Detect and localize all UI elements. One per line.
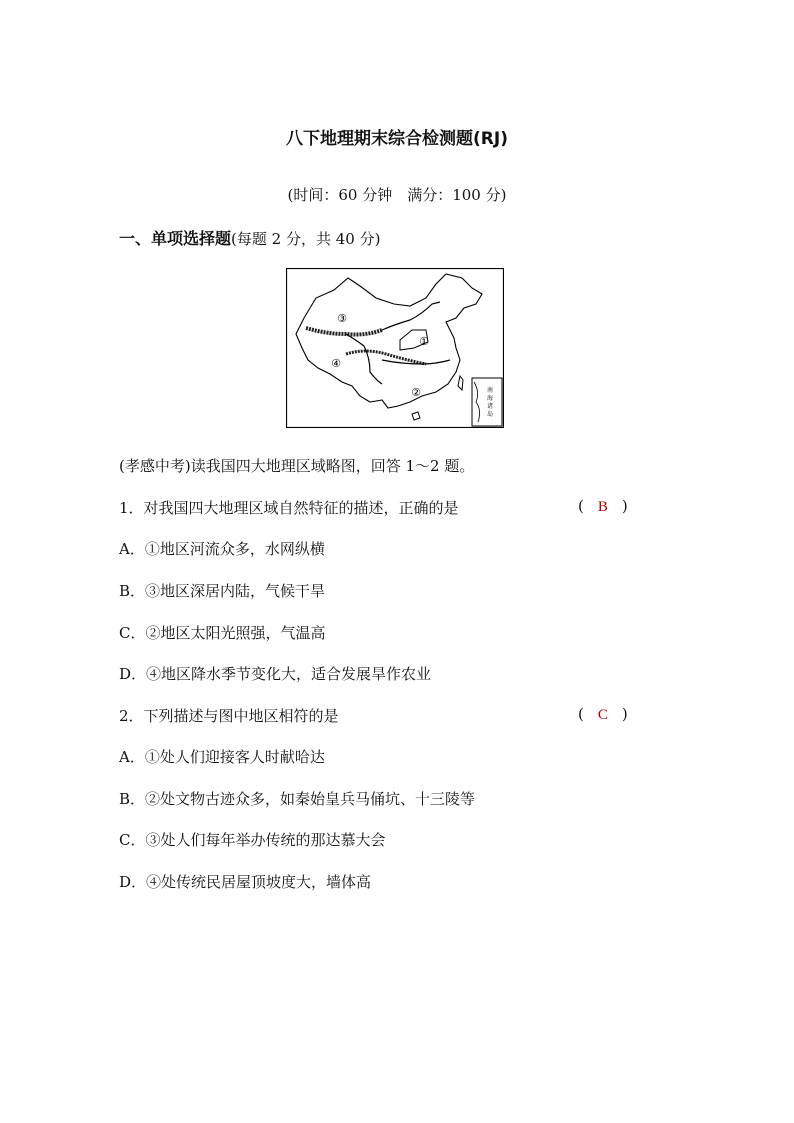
question-2-option-d: D．④处传统民居屋顶坡度大，墙体高 (119, 873, 372, 891)
inset-char-3: 诸 (486, 403, 494, 410)
inset-char-1: 南 (486, 387, 494, 394)
document-title: 八下地理期末综合检测题(RJ) (286, 129, 508, 149)
map-label-4: ④ (331, 357, 341, 370)
question-1-option-b: B．③地区深居内陆，气候干旱 (119, 582, 326, 600)
question-1-option-c: C．②地区太阳光照强，气温高 (119, 624, 326, 642)
question-2-stem: 2．下列描述与图中地区相符的是 (119, 707, 339, 725)
china-regions-map (286, 268, 504, 428)
question-1-stem: 1．对我国四大地理区域自然特征的描述，正确的是 (119, 499, 459, 517)
question-2-option-b: B．②处文物古迹众多，如秦始皇兵马俑坑、十三陵等 (119, 790, 476, 808)
section-title: 一、单项选择题 (119, 229, 232, 248)
inset-char-4: 岛 (486, 411, 494, 418)
question-2-option-a: A．①处人们迎接客人时献哈达 (119, 748, 325, 766)
question-2-answer-bracket: ( C ) (578, 705, 628, 723)
map-label-2: ② (411, 386, 421, 399)
exam-info: (时间：60 分钟 满分：100 分) (287, 186, 507, 204)
question-1-option-d: D．④地区降水季节变化大，适合发展旱作农业 (119, 665, 432, 683)
question-1-answer: B (597, 499, 608, 515)
question-1-answer-bracket: ( B ) (578, 497, 628, 515)
question-1-option-a: A．①地区河流众多，水网纵横 (119, 540, 325, 558)
question-intro: (孝感中考)读我国四大地理区域略图，回答 1～2 题。 (119, 457, 475, 475)
inset-char-2: 海 (486, 395, 494, 402)
question-2-answer: C (597, 707, 608, 723)
section-heading (119, 226, 380, 249)
map-label-3: ③ (337, 312, 347, 325)
section-note: (每题 2 分，共 40 分) (231, 230, 381, 248)
question-2-option-c: C．③处人们每年举办传统的那达慕大会 (119, 831, 386, 849)
map-label-1: ① (419, 335, 429, 348)
